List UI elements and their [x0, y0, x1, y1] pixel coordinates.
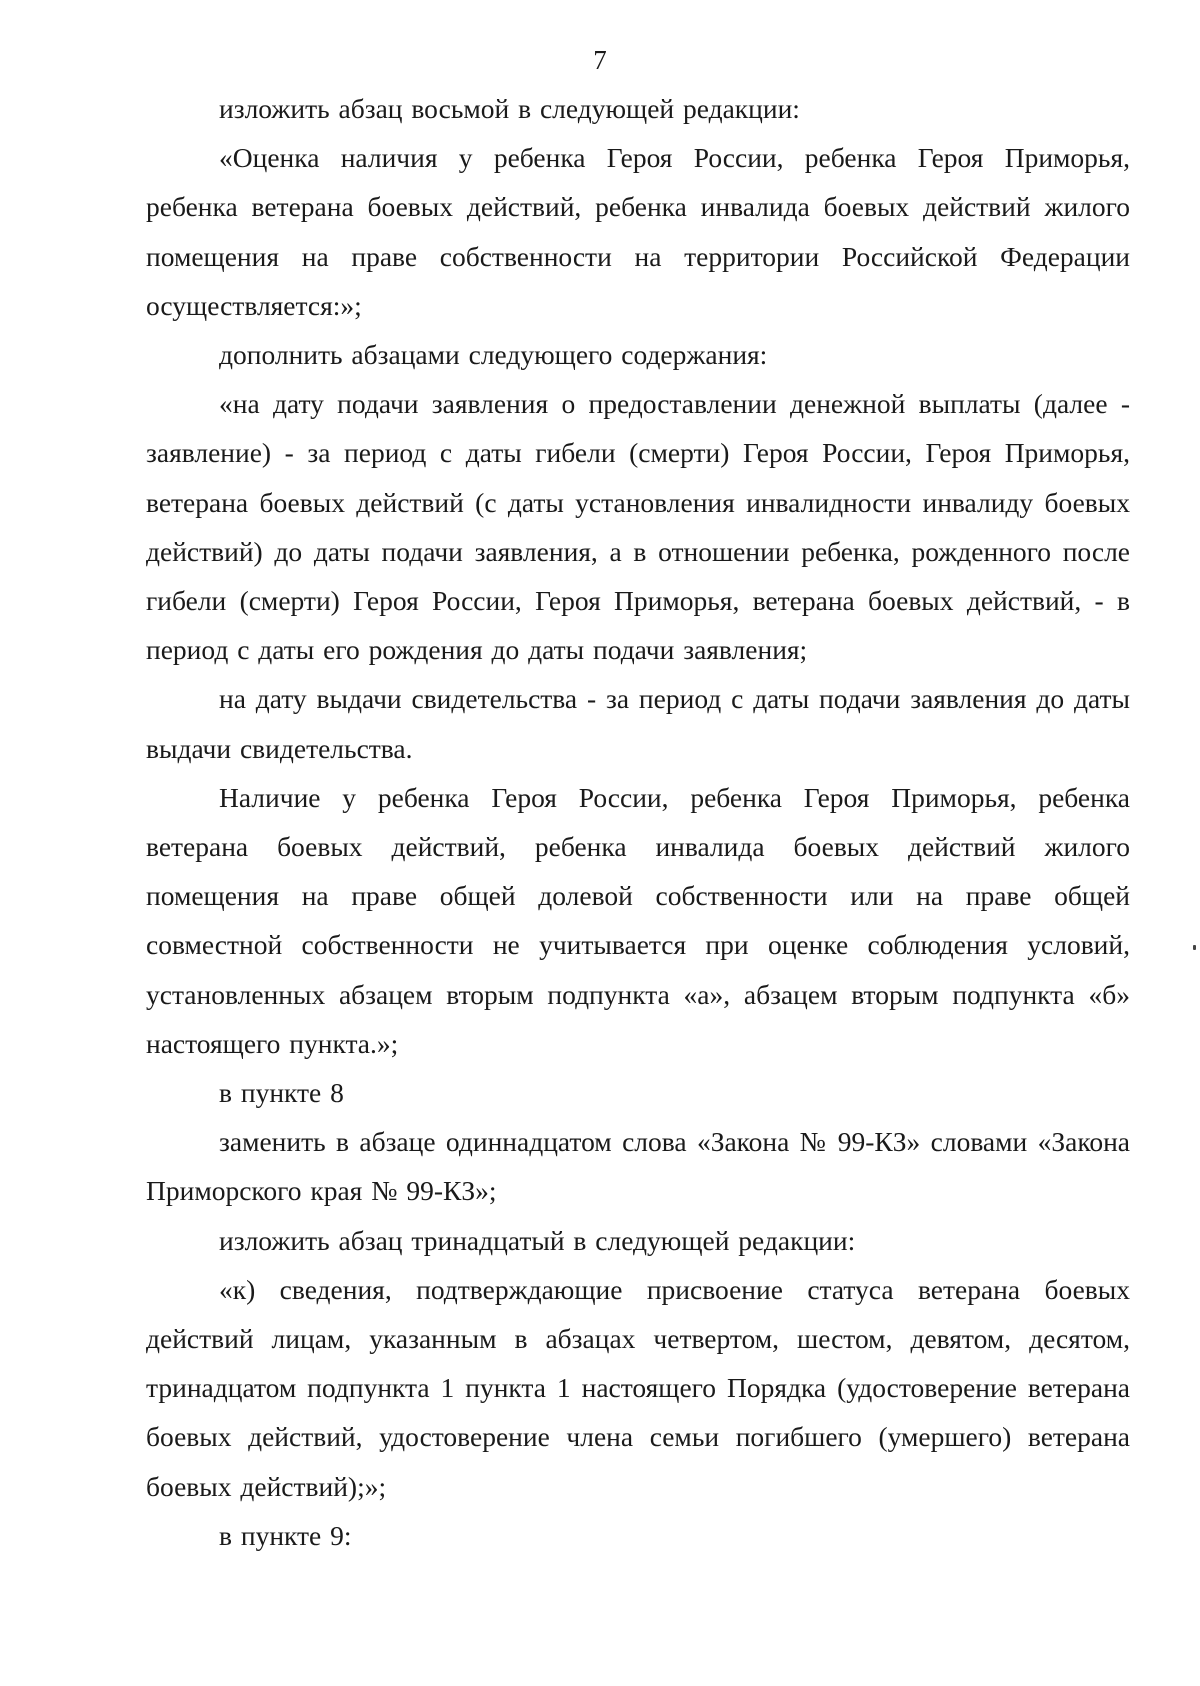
document-body	[146, 84, 1130, 1560]
paragraph-veteran-status-info: «к) сведения, подтверждающие присвоение статуса ветерана боевых действий лицам, указанным в абзацах четвертом, шестом, девятом, десятом, тринадцатом подпункта 1 пункта 1 настоящего Порядка (удостоверение ветерана боевых действий, удостоверение члена семьи погибшего (умершего) ветерана боевых действий);»;	[146, 1273, 1130, 1502]
paragraph-amend-thirteenth-intro: изложить абзац тринадцатый в следующей редакции:	[219, 1224, 856, 1256]
paragraph-amend-eighth-intro: изложить абзац восьмой в следующей редакции:	[219, 93, 800, 124]
paragraph-application-date: «на дату подачи заявления о предоставлении денежной выплаты (далее - заявление) - за период с даты гибели (смерти) Героя России, Героя Приморья, ветерана боевых действий (с даты установления инвалидности инвалиду боевых действий) до даты подачи заявления, а в отношении ребенка, рожденного после гибели (смерти) Героя России, Героя Приморья, ветерана боевых действий, - в период с даты его рождения до даты подачи заявления;	[146, 388, 1130, 666]
paragraph-housing-assessment: «Оценка наличия у ребенка Героя России, ребенка Героя Приморья, ребенка ветерана боевых действий, ребенка инвалида боевых действий жилого помещения на праве собственности на территории Российской Федерации осуществляется:»;	[146, 142, 1130, 321]
scan-margin-mark	[1193, 945, 1196, 950]
page-number: 7	[593, 45, 607, 75]
paragraph-certificate-date: на дату выдачи свидетельства - за период с даты подачи заявления до даты выдачи свидетельства.	[146, 683, 1130, 764]
paragraph-shared-ownership: Наличие у ребенка Героя России, ребенка Героя Приморья, ребенка ветерана боевых действий, ребенка инвалида боевых действий жилого помещения на праве общей долевой собственности или на праве общей совместной собственности не учитывается при оценке соблюдения условий, установленных абзацем вторым подпункта «а», абзацем вторым подпункта «б» настоящего пункта.»;	[146, 781, 1130, 1059]
paragraph-item-8-heading: в пункте 8	[219, 1077, 344, 1109]
paragraph-supplement-intro: дополнить абзацами следующего содержания:	[219, 339, 768, 371]
paragraph-replace-words: заменить в абзаце одиннадцатом слова «Закона № 99-КЗ» словами «Закона Приморского края № 99-КЗ»;	[146, 1126, 1130, 1207]
paragraph-item-9-heading: в пункте 9:	[219, 1519, 352, 1551]
